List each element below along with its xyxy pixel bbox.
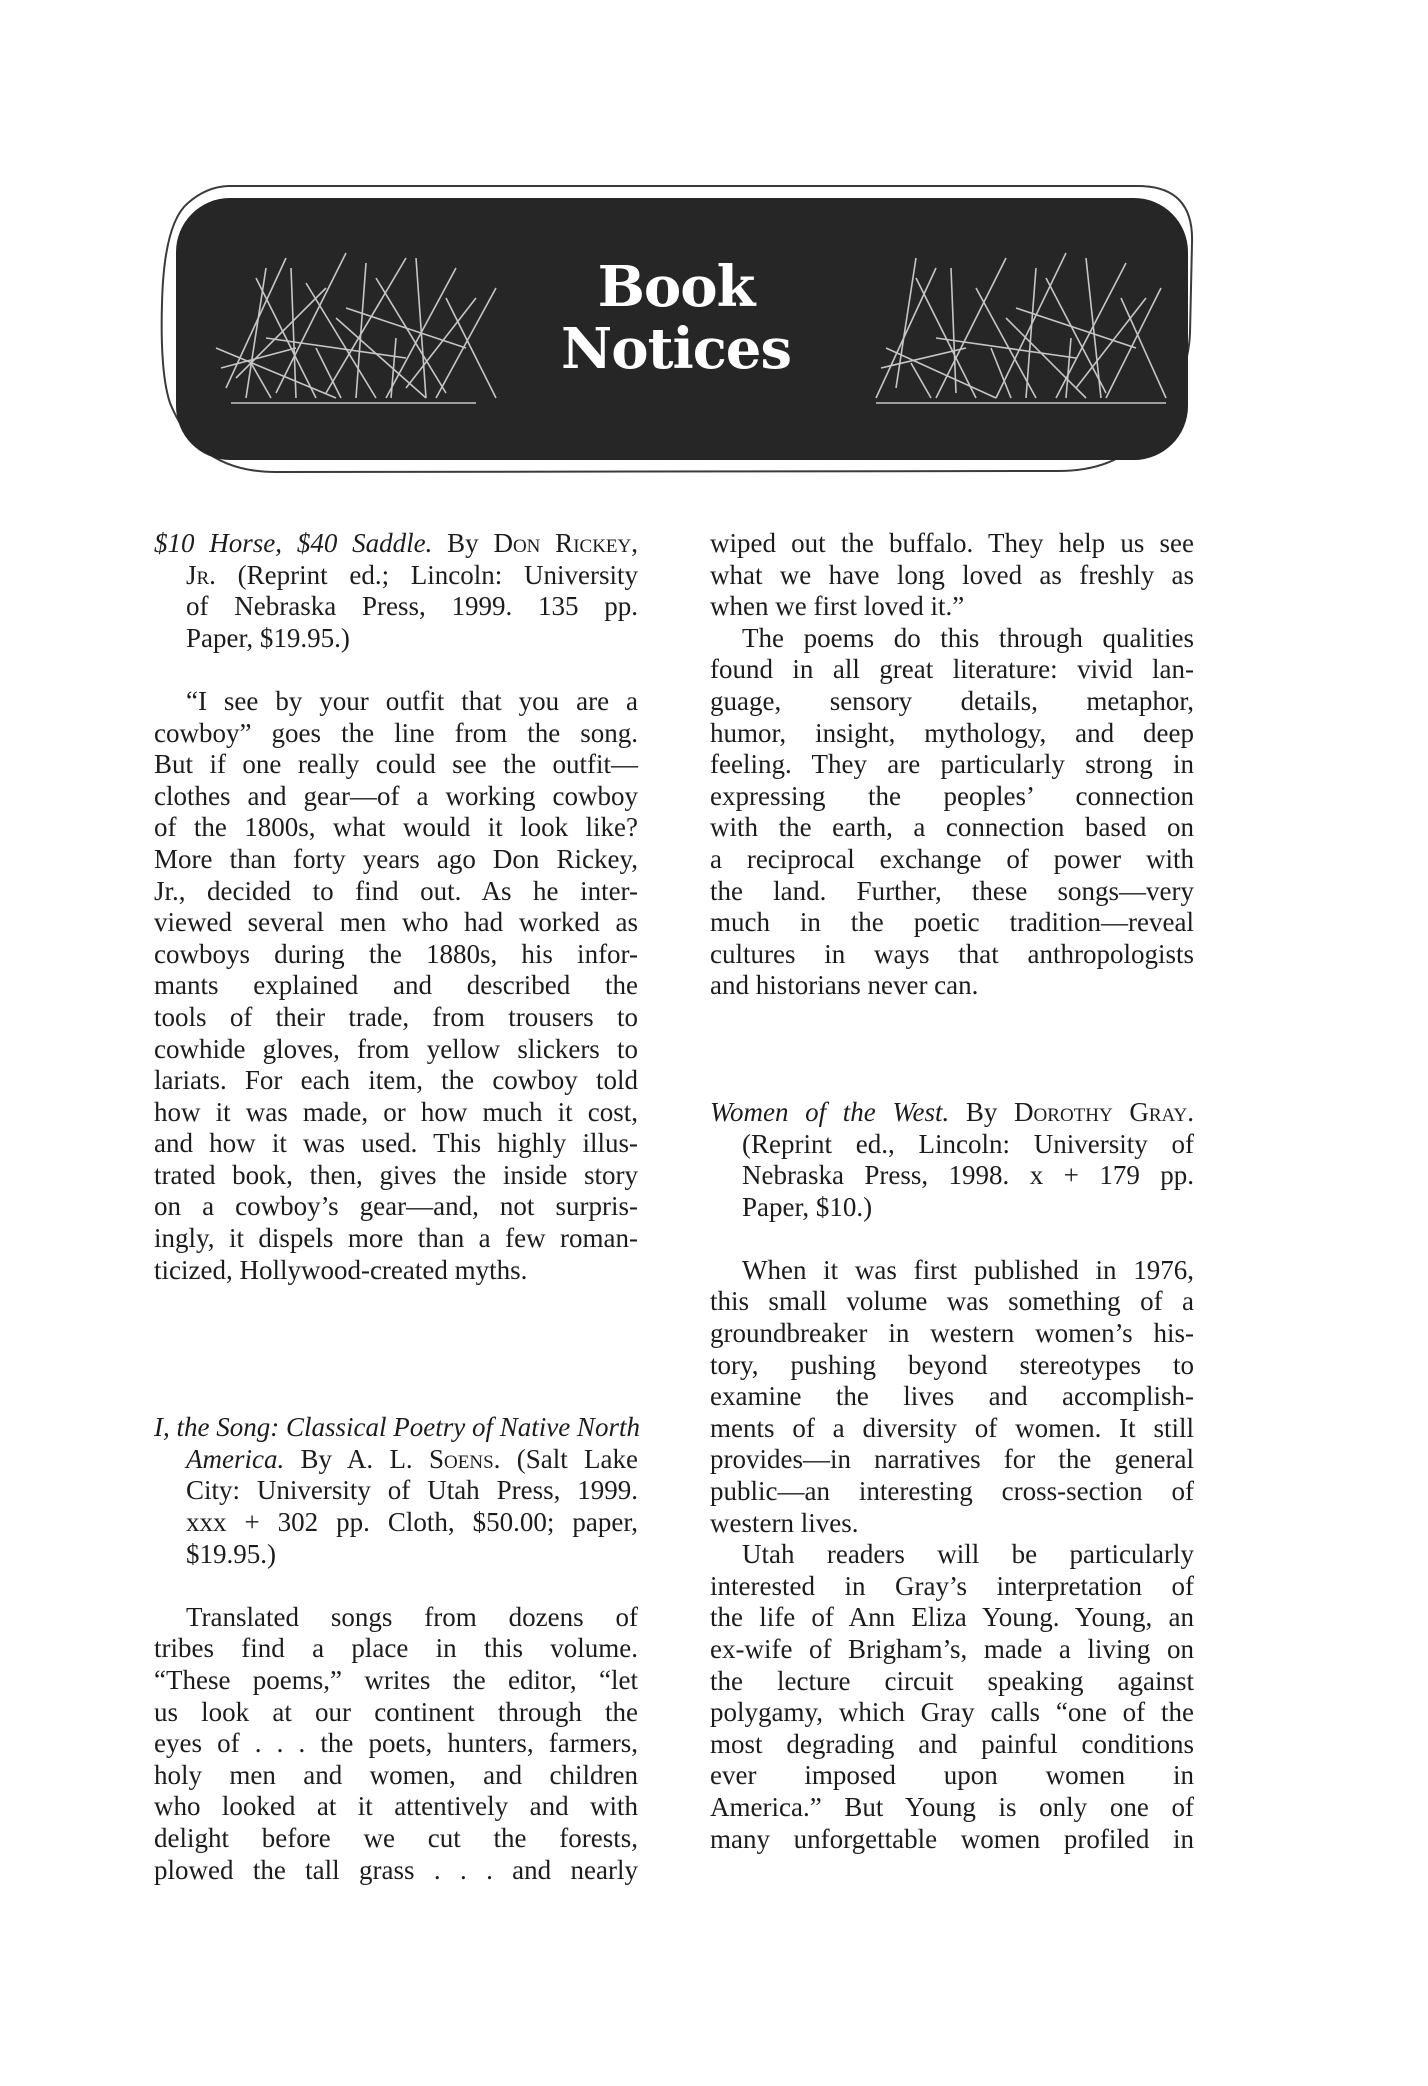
body-line: America.” But Young is only one of xyxy=(710,1791,1194,1822)
body-line: ingly, it dispels more than a few roman- xyxy=(154,1223,638,1254)
body-line: the life of Ann Eliza Young. Young, an xyxy=(710,1602,1194,1633)
book-author: Jr. xyxy=(186,559,216,590)
body-line: provides—in narratives for the general xyxy=(710,1444,1194,1475)
body-line: tools of their trade, from trousers to xyxy=(154,1001,638,1032)
body-line: When it was first published in 1976, xyxy=(742,1254,1194,1285)
body-line: who looked at it attentively and with xyxy=(154,1791,638,1822)
body-line: much in the poetic tradition—reveal xyxy=(710,907,1194,938)
notice-soens-continued xyxy=(710,528,1194,1002)
body-line: us look at our continent through the xyxy=(154,1696,638,1727)
body-line: and how it was used. This highly illus- xyxy=(154,1128,638,1159)
body-line: ticized, Hollywood-created myths. xyxy=(154,1254,528,1285)
notice-heading: (Reprint ed., Lincoln: University of xyxy=(742,1128,1194,1159)
body-line: Utah readers will be particularly xyxy=(742,1539,1194,1570)
body-line: “These poems,” writes the editor, “let xyxy=(154,1665,638,1695)
body-line: expressing the peoples’ connection xyxy=(710,780,1194,811)
body-line: ex-wife of Brigham’s, made a living on xyxy=(710,1634,1194,1664)
heading-text: (Reprint ed.; Lincoln: University xyxy=(215,559,638,590)
body-line: of the 1800s, what would it look like? xyxy=(154,812,638,843)
body-line: what we have long loved as freshly as xyxy=(710,559,1194,590)
book-author: Don Rickey, xyxy=(493,528,638,558)
body-line: The poems do this through qualities xyxy=(742,622,1194,653)
book-title: I, the Song: Classical Poetry of Native North xyxy=(154,1412,640,1443)
body-line: this small volume was something of a xyxy=(710,1286,1194,1317)
body-line: Translated songs from dozens of xyxy=(186,1601,638,1632)
body-line: ever imposed upon women in xyxy=(710,1760,1194,1791)
body-line: eyes of . . . the poets, hunters, farmers, xyxy=(154,1728,638,1759)
notice-soens xyxy=(154,1412,638,1886)
book-title: Women of the West. xyxy=(710,1096,950,1127)
banner-title-line2: Notices xyxy=(561,316,791,382)
notice-heading xyxy=(154,560,638,592)
body-line: mants explained and described the xyxy=(154,970,638,1001)
body-line: ments of a diversity of women. It still xyxy=(710,1412,1194,1443)
body-line: cowboy” goes the line from the song. xyxy=(154,717,638,748)
body-line: Jr., decided to find out. As he inter- xyxy=(154,875,638,906)
body-line: trated book, then, gives the inside story xyxy=(154,1159,638,1190)
heading-text: By xyxy=(949,1096,1015,1127)
body-line: plowed the tall grass . . . and nearly xyxy=(154,1854,638,1885)
notice-heading: of Nebraska Press, 1999. 135 pp. xyxy=(186,591,638,622)
notice-heading xyxy=(154,528,638,560)
body-line: groundbreaker in western women’s his- xyxy=(710,1318,1194,1349)
book-author: Soens. xyxy=(429,1443,501,1474)
body-line: cowhide gloves, from yellow slickers to xyxy=(154,1033,638,1064)
banner-panel xyxy=(176,198,1188,460)
book-author: Dorothy Gray. xyxy=(1014,1096,1194,1127)
body-line: polygamy, which Gray calls “one of the xyxy=(710,1697,1194,1728)
body-line: viewed several men who had worked as xyxy=(154,907,638,938)
notice-body xyxy=(154,686,638,1286)
heading-text: (Salt Lake xyxy=(500,1443,638,1474)
body-line: on a cowboy’s gear—and, not surpris- xyxy=(154,1191,638,1222)
notice-heading xyxy=(154,1444,638,1476)
body-line: many unforgettable women profiled in xyxy=(710,1823,1194,1854)
notice-body xyxy=(154,1602,638,1886)
notice-heading: Paper, $10.) xyxy=(742,1191,873,1222)
banner-title-line1: Book xyxy=(597,254,755,320)
body-line: humor, insight, mythology, and deep xyxy=(710,717,1194,748)
left-column xyxy=(154,528,638,1886)
notice-heading: City: University of Utah Press, 1999. xyxy=(186,1475,638,1506)
body-line: public—an interesting cross-section of xyxy=(710,1476,1194,1507)
body-line: feeling. They are particularly strong in xyxy=(710,749,1194,780)
body-line: tory, pushing beyond stereotypes to xyxy=(710,1349,1194,1380)
body-line: how it was made, or how much it cost, xyxy=(154,1096,638,1127)
body-line: wiped out the buffalo. They help us see xyxy=(710,528,1194,558)
body-line: interested in Gray’s interpretation of xyxy=(710,1570,1194,1601)
notice-heading xyxy=(710,1097,1194,1129)
body-line: holy men and women, and children xyxy=(154,1759,638,1790)
notice-heading xyxy=(154,1412,638,1444)
book-title: America. xyxy=(186,1443,285,1474)
notice-body xyxy=(710,1255,1194,1855)
body-line: and historians never can. xyxy=(710,970,979,1001)
body-line: western lives. xyxy=(710,1507,859,1538)
heading-text: By xyxy=(432,528,494,558)
body-line: delight before we cut the forests, xyxy=(154,1822,638,1853)
body-line: found in all great literature: vivid lan- xyxy=(710,654,1194,685)
notice-heading: Nebraska Press, 1998. x + 179 pp. xyxy=(742,1160,1194,1191)
book-notices-banner xyxy=(158,183,1198,475)
body-line: with the earth, a connection based on xyxy=(710,812,1194,843)
body-line: clothes and gear—of a working cowboy xyxy=(154,780,638,811)
body-line: examine the lives and accomplish- xyxy=(710,1381,1194,1412)
right-column xyxy=(710,528,1194,1855)
body-line: most degrading and painful conditions xyxy=(710,1728,1194,1759)
body-line: But if one really could see the outfit— xyxy=(154,749,638,780)
banner-title xyxy=(506,256,846,380)
notice-heading: $19.95.) xyxy=(186,1538,276,1569)
notice-heading: Paper, $19.95.) xyxy=(186,622,350,653)
body-line: the land. Further, these songs—very xyxy=(710,875,1194,906)
body-line: tribes find a place in this volume. xyxy=(154,1633,638,1664)
book-title: $10 Horse, $40 Saddle. xyxy=(154,528,433,558)
body-line: “I see by your outfit that you are a xyxy=(186,685,638,716)
body-line: when we first loved it.” xyxy=(710,591,965,622)
notice-heading: xxx + 302 pp. Cloth, $50.00; paper, xyxy=(186,1507,638,1538)
notice-gray xyxy=(710,1097,1194,1855)
body-line: More than forty years ago Don Rickey, xyxy=(154,843,638,874)
notice-rickey xyxy=(154,528,638,1286)
body-line: guage, sensory details, metaphor, xyxy=(710,685,1194,716)
body-line: cultures in ways that anthropologists xyxy=(710,938,1194,969)
body-line: the lecture circuit speaking against xyxy=(710,1665,1194,1696)
body-line: lariats. For each item, the cowboy told xyxy=(154,1065,638,1096)
body-line: cowboys during the 1880s, his infor- xyxy=(154,938,638,969)
heading-text: By A. L. xyxy=(284,1443,429,1474)
body-line: a reciprocal exchange of power with xyxy=(710,843,1194,874)
